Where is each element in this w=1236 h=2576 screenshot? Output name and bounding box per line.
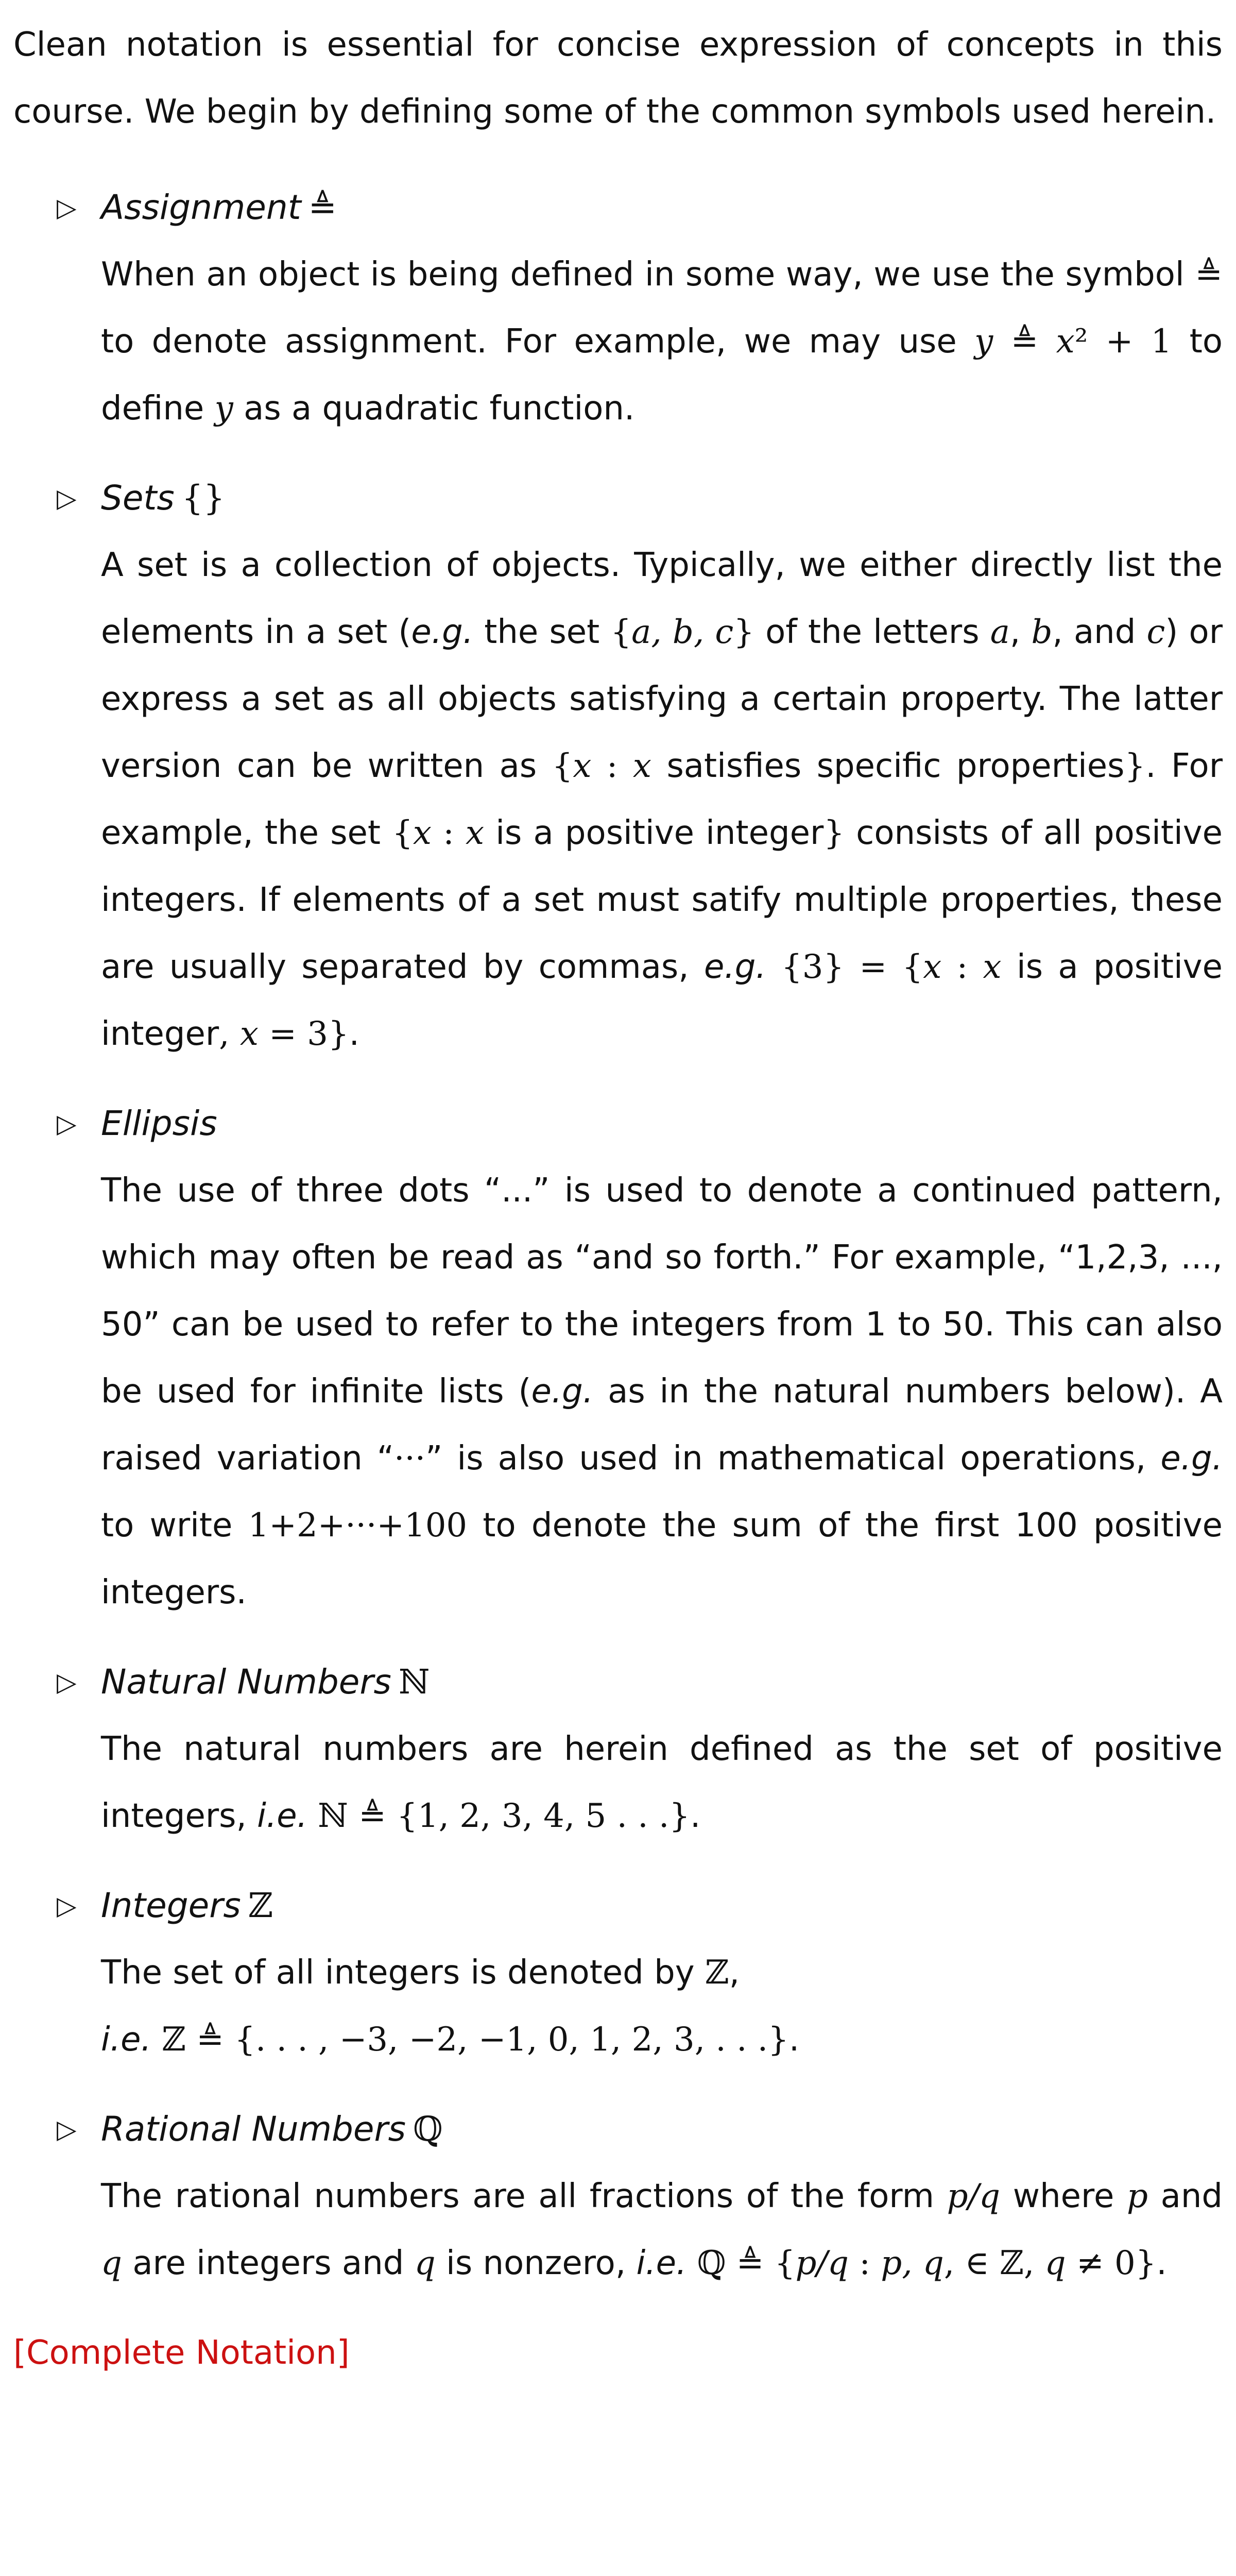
definition-term: Assignment	[101, 188, 301, 227]
body-text: to define	[101, 323, 1223, 428]
definition-heading	[13, 1872, 1223, 1939]
definition-body	[101, 1716, 1223, 1850]
math-variable: p/q	[947, 2177, 1001, 2215]
math-expression: {3} = {	[781, 948, 923, 986]
math-expression: ℚ ≜ {	[697, 2244, 796, 2282]
body-text: to write	[101, 1506, 248, 1545]
definition-symbol: ℕ	[398, 1662, 430, 1702]
body-text: ,	[729, 1954, 740, 1992]
definition-ellipsis	[13, 1090, 1223, 1626]
math-expression: ,	[219, 1015, 240, 1053]
definition-symbol: ℚ	[413, 2109, 443, 2149]
math-variable: q	[101, 2244, 122, 2282]
body-text: satisfies specific properties	[651, 747, 1125, 785]
math-expression: ···	[394, 1439, 426, 1478]
math-variable: x	[632, 747, 652, 785]
emphasis-text: e.g.	[531, 1372, 594, 1411]
definition-heading	[13, 1090, 1223, 1157]
triangle-bullet-icon: ▷	[57, 483, 77, 513]
math-expression: ℤ ≜ {. . . , −3, −2, −1, 0, 1, 2, 3, . . .}	[162, 2021, 789, 2059]
math-variable: c	[1146, 613, 1165, 651]
definition-term: Integers	[101, 1886, 241, 1925]
math-variable: p, q	[881, 2244, 944, 2282]
math-expression: ≠ 0}	[1066, 2244, 1157, 2282]
definition-text	[101, 532, 1223, 1067]
math-variable: x	[573, 747, 592, 785]
definition-rational-numbers	[13, 2096, 1223, 2297]
definition-sets	[13, 465, 1223, 1067]
body-text: is nonzero,	[435, 2244, 637, 2282]
emphasis-text: e.g.	[411, 613, 474, 651]
triangle-bullet-icon: ▷	[57, 193, 77, 223]
math-variable: x	[413, 814, 432, 852]
body-text: where	[1000, 2177, 1127, 2215]
math-variable: x	[239, 1015, 259, 1053]
definition-text	[101, 241, 1223, 442]
body-text: to denote assignment. For example, we may use	[101, 323, 975, 361]
math-expression: :	[941, 948, 983, 986]
body-text: When an object is being defined in some way, we use the symbol	[101, 256, 1195, 294]
math-variable: q	[1044, 2244, 1066, 2282]
definition-term: Sets	[101, 478, 175, 518]
math-variable: p/q	[795, 2244, 849, 2282]
math-expression: ≜	[1195, 256, 1223, 294]
body-text: The use of three dots “...” is used to denote a continued pattern, which may often be read as “and so forth.” For example, “1,2,3, ..., 50” can be used to refer to the integers from 1 to 50. This can also be used for infinite lists (	[101, 1172, 1223, 1411]
body-text: the set	[473, 613, 611, 651]
math-variable: x	[465, 814, 485, 852]
body-text: ,	[1009, 613, 1032, 651]
math-variable: q	[414, 2244, 436, 2282]
definition-heading	[13, 2096, 1223, 2163]
definition-body	[101, 1939, 1223, 2073]
definition-assignment	[13, 174, 1223, 442]
definition-term: Natural Numbers	[101, 1662, 391, 1702]
math-expression: :	[591, 747, 633, 785]
body-text: and	[1147, 2177, 1223, 2215]
math-expression: :	[432, 814, 466, 852]
body-text: .	[1156, 2244, 1167, 2282]
math-expression: ≜	[993, 323, 1056, 361]
math-expression: {	[610, 613, 632, 651]
definition-symbol: ℤ	[248, 1886, 273, 1925]
math-expression: }	[733, 613, 754, 651]
body-text	[307, 1797, 318, 1835]
definition-body	[101, 2163, 1223, 2297]
triangle-bullet-icon: ▷	[57, 2114, 77, 2144]
math-variable: p	[1126, 2177, 1148, 2215]
definition-text	[101, 1716, 1223, 1850]
emphasis-text: i.e.	[101, 2021, 151, 2059]
emphasis-text: e.g.	[703, 948, 766, 986]
body-text: , and	[1052, 613, 1147, 651]
math-expression: ℕ ≜ {1, 2, 3, 4, 5 . . .}	[318, 1797, 690, 1835]
math-expression: , ∈ ℤ,	[943, 2244, 1045, 2282]
body-text: is a positive integer	[101, 948, 1223, 1053]
intro-paragraph: Clean notation is essential for concise expression of concepts in this course. We begin by defining some of the common symbols used herein.	[13, 26, 1223, 131]
math-variable: b	[1031, 613, 1053, 651]
body-text: as in the natural numbers below). A raised variation “	[101, 1372, 1223, 1478]
definition-term: Ellipsis	[101, 1104, 217, 1143]
definition-heading	[13, 1649, 1223, 1716]
math-expression: }	[823, 814, 845, 852]
body-text: are integers and	[122, 2244, 415, 2282]
definition-term: Rational Numbers	[101, 2109, 406, 2149]
body-text: of the letters	[754, 613, 990, 651]
body-text	[766, 948, 781, 986]
math-variable: a, b, c	[631, 613, 734, 651]
math-expression: = 3}	[258, 1015, 349, 1053]
triangle-bullet-icon: ▷	[57, 1891, 77, 1921]
body-text: The rational numbers are all fractions of the form	[101, 2177, 947, 2215]
math-expression: ℤ	[705, 1954, 729, 1992]
math-variable: x	[983, 948, 1002, 986]
body-text: .	[349, 1015, 359, 1053]
definition-text	[101, 1157, 1223, 1626]
definition-heading	[13, 174, 1223, 241]
body-text: A set is a collection of objects. Typically, we either directly list the elements in a set (	[101, 546, 1223, 651]
math-expression: ² + 1	[1074, 323, 1172, 361]
body-text: is a positive integer	[484, 814, 824, 852]
definition-body	[101, 241, 1223, 442]
math-variable: a	[990, 613, 1010, 651]
math-expression: }	[1124, 747, 1146, 785]
definitions-list	[13, 174, 1223, 2297]
body-text: .	[788, 2021, 800, 2059]
triangle-bullet-icon: ▷	[57, 1667, 77, 1697]
body-text	[151, 2021, 162, 2059]
body-text: The set of all integers is denoted by	[101, 1954, 705, 1992]
complete-notation-link[interactable]: [Complete Notation]	[13, 2334, 350, 2372]
math-variable: y	[974, 323, 993, 361]
math-expression: {	[552, 747, 573, 785]
definition-integers	[13, 1872, 1223, 2073]
definition-body	[101, 532, 1223, 1067]
body-text: to denote the sum of the first 100 positive integers.	[101, 1506, 1223, 1612]
body-text	[686, 2244, 697, 2282]
body-text: ) or express a set as all objects satisfying a certain property. The latter version can be written as	[101, 613, 1223, 785]
emphasis-text: e.g.	[1160, 1439, 1223, 1478]
math-expression: :	[848, 2244, 881, 2282]
emphasis-text: i.e.	[257, 1797, 307, 1835]
definition-body	[101, 1157, 1223, 1626]
math-expression: 1+2+···+100	[248, 1506, 468, 1545]
math-variable: x	[923, 948, 942, 986]
body-text: as a quadratic function.	[233, 389, 635, 428]
body-text: ” is also used in mathematical operations,	[425, 1439, 1161, 1478]
math-variable: x	[1056, 323, 1075, 361]
definition-heading	[13, 465, 1223, 532]
definition-text	[101, 2163, 1223, 2297]
definition-symbol: ≜	[308, 188, 337, 227]
body-text: The natural numbers are herein defined as the set of positive integers,	[101, 1730, 1223, 1835]
triangle-bullet-icon: ▷	[57, 1109, 77, 1139]
body-text: . For example, the set	[101, 747, 1223, 852]
definition-natural-numbers	[13, 1649, 1223, 1850]
math-variable: y	[214, 389, 233, 428]
definition-symbol: {}	[181, 478, 225, 518]
emphasis-text: i.e.	[636, 2244, 687, 2282]
body-text: consists of all positive integers. If elements of a set must satify multiple properties, these are usually separated by commas,	[101, 814, 1223, 986]
math-expression: {	[392, 814, 413, 852]
body-text: .	[690, 1797, 701, 1835]
definition-text	[101, 1939, 1223, 2073]
